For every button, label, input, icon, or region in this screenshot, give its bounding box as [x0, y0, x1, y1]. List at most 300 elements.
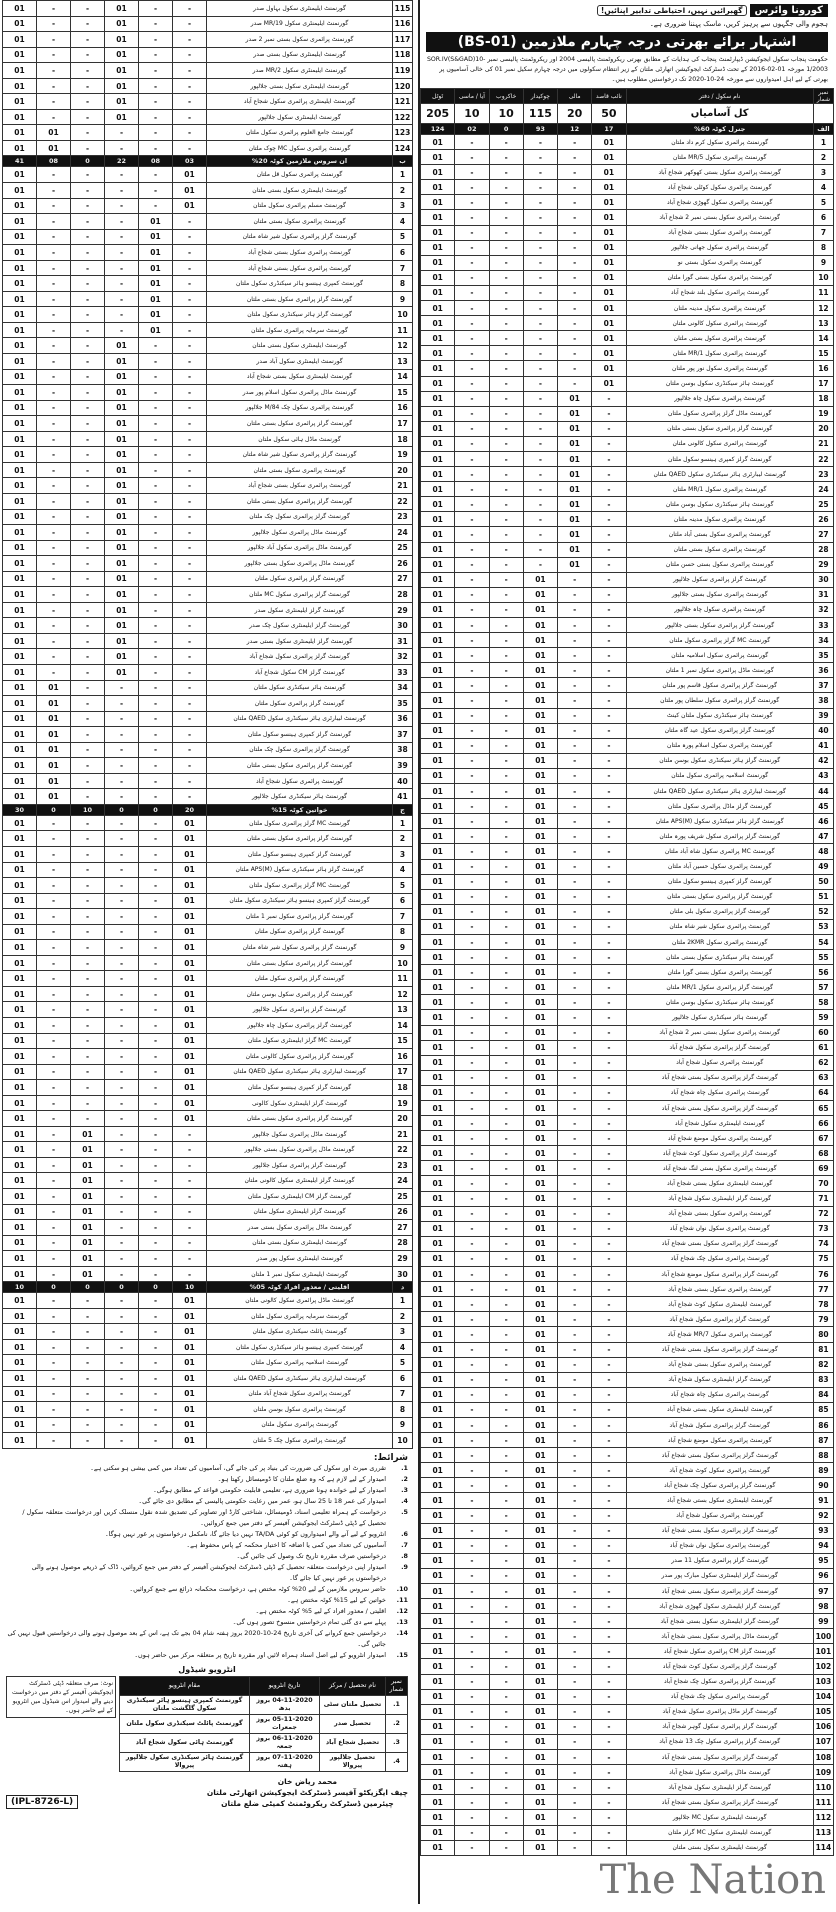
- vacancy-cell: -: [523, 225, 557, 240]
- serial-number: 67: [813, 1131, 833, 1146]
- table-row: [421, 1780, 834, 1795]
- grand-total-label: کل آسامیاں: [626, 104, 813, 124]
- interview-schedule: [2, 1676, 412, 1772]
- vacancy-cell: -: [173, 571, 207, 587]
- serial-number: 90: [813, 1478, 833, 1493]
- vacancy-cell: -: [71, 955, 105, 971]
- school-name: گورنمنٹ پرائمری سکول اسلامیہ ملتان: [626, 648, 813, 663]
- vacancy-cell: -: [173, 525, 207, 541]
- vacancy-cell: -: [558, 1765, 592, 1780]
- vacancy-cell: 01: [37, 125, 71, 141]
- table-row: [421, 784, 834, 799]
- vacancy-cell: 01: [105, 649, 139, 665]
- vacancy-cell: -: [489, 331, 523, 346]
- school-name: گورنمنٹ گرلز پرائمری سکول شجاع آباد: [626, 1417, 813, 1432]
- vacancy-cell: -: [455, 708, 489, 723]
- vacancy-cell: -: [558, 1417, 592, 1432]
- vacancy-cell: -: [37, 1386, 71, 1402]
- serial-number: 21: [393, 478, 413, 494]
- serial-number: 5: [393, 229, 413, 245]
- row-total: 01: [421, 980, 455, 995]
- row-total: 01: [421, 1493, 455, 1508]
- vacancy-cell: -: [455, 1327, 489, 1342]
- vacancy-cell: 01: [523, 1780, 557, 1795]
- school-name: گورنمنٹ گرلز پرائمری سکول کوٹ شجاع آباد: [626, 1146, 813, 1161]
- row-total: 01: [421, 1508, 455, 1523]
- vacancy-cell: -: [37, 1433, 71, 1449]
- table-row: [3, 1173, 413, 1189]
- vacancy-cell: -: [37, 78, 71, 94]
- table-row: [421, 1251, 834, 1266]
- vacancy-cell: -: [37, 416, 71, 432]
- vacancy-cell: -: [558, 965, 592, 980]
- vacancy-cell: -: [558, 1312, 592, 1327]
- vacancy-cell: -: [105, 680, 139, 696]
- row-total: 01: [3, 789, 37, 805]
- table-row: [421, 1402, 834, 1417]
- section-total: 41: [3, 156, 37, 167]
- school-name: گورنمنٹ گرلز پرائمری سکول گوہر شجاع آباد: [626, 1719, 813, 1734]
- vacancy-cell: -: [37, 431, 71, 447]
- school-name: گورنمنٹ ایلیمنٹری سکول کوٹ شجاع آباد: [626, 1297, 813, 1312]
- vacancy-cell: -: [105, 125, 139, 141]
- section-title: اقلیتی / معذور افراد کوٹہ 05%: [207, 1282, 393, 1293]
- school-name: گورنمنٹ گرلز پرائمری سکول شجاع آباد: [207, 649, 393, 665]
- section-total: 10: [173, 1282, 207, 1293]
- vacancy-cell: 01: [523, 1236, 557, 1251]
- table-row: [3, 447, 413, 463]
- vacancy-cell: -: [105, 260, 139, 276]
- vacancy-cell: -: [71, 711, 105, 727]
- vacancy-cell: -: [489, 1689, 523, 1704]
- table-row: [421, 1719, 834, 1734]
- serial-number: 92: [813, 1508, 833, 1523]
- row-total: 01: [421, 633, 455, 648]
- school-name: گورنمنٹ ماڈل پرائمری سکول بستی جلالپور: [207, 556, 393, 572]
- table-row: [3, 1033, 413, 1049]
- vacancy-cell: -: [558, 1221, 592, 1236]
- school-name: گورنمنٹ پرائمری سکول بستی شجاع آباد: [626, 1357, 813, 1372]
- vacancy-cell: -: [139, 862, 173, 878]
- row-total: 01: [3, 369, 37, 385]
- vacancy-cell: 01: [592, 270, 626, 285]
- vacancy-cell: 01: [523, 1085, 557, 1100]
- vacancy-cell: -: [455, 1553, 489, 1568]
- serial-number: 18: [393, 1080, 413, 1096]
- vacancy-cell: -: [139, 556, 173, 572]
- vacancy-cell: -: [489, 693, 523, 708]
- schedule-cell: 06-11-2020 بروز جمعہ: [250, 1733, 320, 1752]
- table-row: [421, 1614, 834, 1629]
- vacancy-cell: -: [37, 1402, 71, 1418]
- table-row: [421, 738, 834, 753]
- vacancy-cell: -: [37, 229, 71, 245]
- vacancy-cell: -: [455, 1463, 489, 1478]
- vacancy-cell: -: [558, 1327, 592, 1342]
- vacancy-cell: -: [173, 773, 207, 789]
- row-total: 01: [421, 1810, 455, 1825]
- school-name: گورنمنٹ ماڈل پرائمری سکول بستی جلالپور: [207, 1142, 393, 1158]
- vacancy-cell: -: [592, 965, 626, 980]
- school-name: گورنمنٹ پرائمری سکول بستی آباد ملتان: [626, 527, 813, 542]
- vacancy-cell: -: [139, 78, 173, 94]
- vacancy-cell: -: [455, 1538, 489, 1553]
- vacancy-cell: -: [489, 1478, 523, 1493]
- row-total: 01: [3, 878, 37, 894]
- schedule-row: [120, 1733, 408, 1752]
- row-total: 01: [421, 361, 455, 376]
- serial-number: 11: [393, 971, 413, 987]
- vacancy-cell: -: [489, 1463, 523, 1478]
- school-name: گورنمنٹ ایلیمنٹری سکول MC گرلز ملتان: [626, 1825, 813, 1840]
- school-name: گورنمنٹ گرلز ہائر سیکنڈری سکول ملتان: [207, 307, 393, 323]
- serial-number: 40: [393, 773, 413, 789]
- vacancy-cell: -: [173, 1251, 207, 1267]
- school-name: گورنمنٹ پرائمری سکول 1/MR ملتان: [626, 346, 813, 361]
- grand-total-value: 20: [558, 104, 592, 124]
- vacancy-cell: -: [37, 183, 71, 199]
- vacancy-cell: -: [592, 1629, 626, 1644]
- serial-number: 63: [813, 1070, 833, 1085]
- row-total: 01: [3, 587, 37, 603]
- row-total: 01: [421, 285, 455, 300]
- vacancy-cell: -: [105, 846, 139, 862]
- table-row: [421, 316, 834, 331]
- serial-number: 113: [813, 1825, 833, 1840]
- vacancy-cell: -: [71, 385, 105, 401]
- serial-number: 109: [813, 1765, 833, 1780]
- vacancy-cell: -: [489, 1312, 523, 1327]
- table-row: [421, 225, 834, 240]
- vacancy-cell: -: [139, 462, 173, 478]
- table-row: [3, 1204, 413, 1220]
- table-row: [421, 1599, 834, 1614]
- table-row: [421, 1131, 834, 1146]
- row-total: 01: [421, 1750, 455, 1765]
- vacancy-cell: -: [173, 462, 207, 478]
- school-name: گورنمنٹ پائلٹ سیکنڈری سکول ملتان: [207, 1324, 393, 1340]
- serial-number: 117: [393, 32, 413, 48]
- school-name: گورنمنٹ پرائمری سکول بوسن ملتان: [207, 1402, 393, 1418]
- row-total: 01: [3, 462, 37, 478]
- ipl-code: (IPL-8726-L): [6, 1795, 78, 1809]
- vacancy-cell: -: [105, 696, 139, 712]
- vacancy-cell: 01: [592, 225, 626, 240]
- table-row: [3, 1002, 413, 1018]
- vacancy-cell: -: [523, 497, 557, 512]
- vacancy-cell: -: [173, 16, 207, 32]
- condition-item: [6, 1617, 408, 1628]
- vacancy-cell: -: [71, 167, 105, 183]
- vacancy-cell: -: [592, 542, 626, 557]
- vacancy-cell: -: [455, 497, 489, 512]
- serial-number: 36: [813, 663, 833, 678]
- row-total: 01: [421, 708, 455, 723]
- table-row: [421, 527, 834, 542]
- table-row: [3, 1111, 413, 1127]
- serial-number: 105: [813, 1704, 833, 1719]
- school-name: گورنمنٹ پرائمری سکول کوٹلی شجاع آباد: [626, 180, 813, 195]
- school-name: گورنمنٹ ایلیمنٹری سکول بستی ملتان: [626, 1840, 813, 1855]
- vacancy-cell: -: [592, 1689, 626, 1704]
- vacancy-cell: 01: [523, 874, 557, 889]
- vacancy-cell: -: [37, 1, 71, 17]
- schedule-cell: 2.: [386, 1714, 408, 1733]
- school-name: گورنمنٹ گرلز پرائمری سکول نمبر 1 ملتان: [207, 909, 393, 925]
- vacancy-cell: -: [558, 889, 592, 904]
- vacancy-cell: -: [489, 1568, 523, 1583]
- vacancy-cell: -: [455, 165, 489, 180]
- vacancy-cell: -: [71, 727, 105, 743]
- vacancy-cell: -: [558, 1584, 592, 1599]
- school-name: گورنمنٹ گرلز ایلیمنٹری سکول مبارک پور صدر: [626, 1568, 813, 1583]
- vacancy-cell: -: [37, 940, 71, 956]
- vacancy-cell: -: [71, 1308, 105, 1324]
- vacancy-cell: -: [455, 391, 489, 406]
- vacancy-cell: -: [455, 467, 489, 482]
- school-name: گورنمنٹ گرلز ہائر سیکنڈری سکول APS(M) ملتان: [207, 862, 393, 878]
- vacancy-cell: 01: [37, 727, 71, 743]
- table-row: [421, 1282, 834, 1297]
- vacancy-cell: -: [37, 1308, 71, 1324]
- vacancy-cell: 01: [523, 784, 557, 799]
- vacancy-cell: -: [592, 1312, 626, 1327]
- school-name: گورنمنٹ گرلز پرائمری سکول بستی شجاع آباد: [626, 1070, 813, 1085]
- vacancy-cell: -: [139, 789, 173, 805]
- table-row: [3, 1433, 413, 1449]
- vacancy-cell: -: [139, 525, 173, 541]
- table-row: [421, 255, 834, 270]
- vacancy-cell: -: [489, 572, 523, 587]
- section-total: 08: [139, 156, 173, 167]
- vacancy-cell: -: [558, 1282, 592, 1297]
- vacancy-cell: -: [105, 1371, 139, 1387]
- row-total: 01: [421, 195, 455, 210]
- vacancy-cell: -: [455, 1191, 489, 1206]
- vacancy-cell: -: [558, 1614, 592, 1629]
- vacancy-cell: -: [455, 1568, 489, 1583]
- vacancy-cell: -: [173, 633, 207, 649]
- serial-number: 31: [813, 587, 833, 602]
- serial-number: 119: [393, 63, 413, 79]
- table-row: [421, 618, 834, 633]
- table-row: [3, 1251, 413, 1267]
- table-row: [421, 270, 834, 285]
- vacancy-cell: -: [489, 934, 523, 949]
- vacancy-cell: -: [71, 758, 105, 774]
- vacancy-cell: -: [455, 1674, 489, 1689]
- vacancy-cell: 01: [523, 950, 557, 965]
- vacancy-cell: -: [37, 1293, 71, 1309]
- school-name: گورنمنٹ پرائمری سکول بستی شجاع آباد: [626, 225, 813, 240]
- school-name: گورنمنٹ گرلز پرائمری سکول ملتان: [207, 696, 393, 712]
- serial-number: 9: [393, 291, 413, 307]
- condition-text: امیدوار کے لیے لازم ہے کہ وہ ضلع ملتان کا ڈومیسائل رکھتا ہو۔: [217, 1474, 386, 1483]
- vacancy-cell: -: [37, 354, 71, 370]
- vacancy-cell: -: [592, 829, 626, 844]
- vacancy-cell: 01: [592, 150, 626, 165]
- vacancy-cell: -: [105, 140, 139, 156]
- school-name: گورنمنٹ MC پرائمری سکول شاہ آباد ملتان: [626, 844, 813, 859]
- schedule-cell: 3.: [386, 1733, 408, 1752]
- vacancy-cell: -: [71, 478, 105, 494]
- serial-number: 23: [393, 1157, 413, 1173]
- vacancy-cell: -: [558, 301, 592, 316]
- vacancy-cell: -: [489, 844, 523, 859]
- vacancy-cell: -: [592, 1161, 626, 1176]
- vacancy-cell: -: [71, 78, 105, 94]
- serial-number: 2: [813, 150, 833, 165]
- section-total: 03: [173, 156, 207, 167]
- vacancy-cell: -: [139, 940, 173, 956]
- vacancy-cell: -: [105, 1173, 139, 1189]
- table-row: [421, 210, 834, 225]
- vacancy-cell: 01: [139, 307, 173, 323]
- vacancy-cell: -: [71, 680, 105, 696]
- row-total: 01: [3, 831, 37, 847]
- school-name: گورنمنٹ گرلز پرائمری سکول ملتان: [207, 924, 393, 940]
- serial-number: 50: [813, 874, 833, 889]
- vacancy-cell: -: [558, 678, 592, 693]
- table-row: [421, 1357, 834, 1372]
- row-total: 01: [3, 1126, 37, 1142]
- table-row: [421, 180, 834, 195]
- vacancy-cell: -: [105, 1049, 139, 1065]
- schedule-cell: گورنمنٹ ہائر سیکنڈری سکول جلالپور پیروالا: [120, 1752, 250, 1771]
- school-name: گورنمنٹ گرلز پرائمری سکول موضع شجاع آباد: [626, 1267, 813, 1282]
- serial-number: 124: [393, 140, 413, 156]
- vacancy-cell: -: [455, 451, 489, 466]
- table-row: [3, 1080, 413, 1096]
- vacancy-cell: -: [71, 909, 105, 925]
- vacancy-cell: -: [173, 711, 207, 727]
- vacancy-cell: 01: [105, 338, 139, 354]
- vacancy-cell: -: [173, 338, 207, 354]
- school-name: گورنمنٹ پرائمری سکول بستی شجاع آباد: [626, 1282, 813, 1297]
- vacancy-cell: -: [71, 924, 105, 940]
- vacancy-cell: 01: [558, 421, 592, 436]
- vacancy-cell: -: [37, 846, 71, 862]
- row-total: 01: [421, 950, 455, 965]
- column-header: آیا / ماسی: [455, 89, 489, 104]
- vacancy-cell: -: [558, 361, 592, 376]
- grand-total-value: 10: [489, 104, 523, 124]
- vacancy-cell: -: [139, 618, 173, 634]
- vacancy-cell: -: [71, 971, 105, 987]
- serial-number: 23: [813, 467, 833, 482]
- vacancy-cell: -: [105, 986, 139, 1002]
- row-total: 01: [421, 1417, 455, 1432]
- vacancy-cell: 01: [105, 493, 139, 509]
- school-name: گورنمنٹ MC گرلز ایلیمنٹری سکول ملتان: [207, 1033, 393, 1049]
- vacancy-cell: 01: [105, 431, 139, 447]
- vacancy-cell: -: [71, 509, 105, 525]
- vacancy-cell: -: [455, 1659, 489, 1674]
- vacancy-cell: -: [455, 587, 489, 602]
- vacancy-cell: -: [558, 1493, 592, 1508]
- vacancy-cell: -: [173, 680, 207, 696]
- vacancy-cell: -: [592, 1282, 626, 1297]
- table-row: [3, 1049, 413, 1065]
- vacancy-cell: -: [558, 1704, 592, 1719]
- vacancy-cell: -: [71, 893, 105, 909]
- school-name: گورنمنٹ ایلیمنٹری سکول نمبر 1 ملتان: [207, 1266, 393, 1282]
- vacancy-cell: -: [558, 1146, 592, 1161]
- school-name: گورنمنٹ ایلیمنٹری سکول بہاول صدر: [207, 1, 393, 17]
- vacancy-cell: -: [71, 696, 105, 712]
- vacancy-cell: -: [139, 1033, 173, 1049]
- condition-text: امیدوار کی عمر 18 تا 25 سال ہو، عمر میں رعایت حکومتی پالیسی کے مطابق دی جائے گی۔: [138, 1496, 386, 1505]
- school-name: گورنمنٹ پرائمری سکول مدینہ ملتان: [626, 301, 813, 316]
- vacancy-cell: -: [173, 493, 207, 509]
- school-name: گورنمنٹ ایلیمنٹری سکول MC جلالپور: [626, 1810, 813, 1825]
- vacancy-cell: -: [592, 919, 626, 934]
- vacancy-cell: -: [71, 47, 105, 63]
- serial-number: 14: [393, 369, 413, 385]
- table-row: [421, 285, 834, 300]
- row-total: 01: [3, 32, 37, 48]
- section-header-row: [3, 804, 413, 815]
- vacancy-cell: -: [592, 1780, 626, 1795]
- section-total: 10: [3, 1282, 37, 1293]
- table-row: [421, 678, 834, 693]
- vacancy-cell: -: [37, 1157, 71, 1173]
- vacancy-cell: -: [523, 240, 557, 255]
- school-name: گورنمنٹ گرلز پرائمری سکول چک 13 شجاع آباد: [626, 1734, 813, 1749]
- vacancy-cell: -: [523, 557, 557, 572]
- serial-number: 74: [813, 1236, 833, 1251]
- row-total: 01: [3, 1111, 37, 1127]
- vacancy-cell: 01: [105, 571, 139, 587]
- vacancy-cell: -: [37, 276, 71, 292]
- school-name: گورنمنٹ کمپری ہینسو ہائر سیکنڈری سکول ملتان: [207, 1339, 393, 1355]
- row-total: 01: [421, 1372, 455, 1387]
- school-name: گورنمنٹ گرلز پرائمری سکول چک ملتان: [207, 509, 393, 525]
- row-total: 01: [3, 291, 37, 307]
- vacancy-cell: -: [105, 955, 139, 971]
- table-row: [3, 773, 413, 789]
- school-name: گورنمنٹ گرلز پرائمری سکول بستی ملتان: [207, 955, 393, 971]
- table-row: [421, 602, 834, 617]
- vacancy-cell: -: [105, 924, 139, 940]
- vacancy-cell: -: [37, 1235, 71, 1251]
- school-name: گورنمنٹ گرلز ایلیمنٹری سکول بستی شجاع آباد: [626, 1614, 813, 1629]
- row-total: 01: [421, 1402, 455, 1417]
- vacancy-cell: -: [71, 649, 105, 665]
- table-row: [421, 980, 834, 995]
- vacancy-cell: -: [489, 1493, 523, 1508]
- vacancy-cell: -: [489, 1825, 523, 1840]
- vacancy-cell: -: [592, 1433, 626, 1448]
- vacancy-cell: -: [455, 1040, 489, 1055]
- condition-number: 2.: [401, 1474, 408, 1483]
- school-name: گورنمنٹ پرائمری سکول شجاع آباد: [626, 1055, 813, 1070]
- serial-number: 10: [393, 307, 413, 323]
- vacancy-cell: -: [455, 376, 489, 391]
- vacancy-cell: -: [558, 135, 592, 150]
- vacancy-cell: -: [105, 307, 139, 323]
- vacancy-cell: 01: [523, 723, 557, 738]
- vacancy-cell: -: [139, 1111, 173, 1127]
- vacancy-cell: -: [37, 260, 71, 276]
- serial-number: 28: [393, 1235, 413, 1251]
- vacancy-cell: 01: [523, 799, 557, 814]
- school-name: گورنمنٹ ماڈل پرائمری سکول اسلام پور صدر: [207, 385, 393, 401]
- row-total: 01: [421, 1448, 455, 1463]
- vacancy-cell: -: [455, 1825, 489, 1840]
- row-total: 01: [421, 1070, 455, 1085]
- vacancy-cell: 01: [523, 1176, 557, 1191]
